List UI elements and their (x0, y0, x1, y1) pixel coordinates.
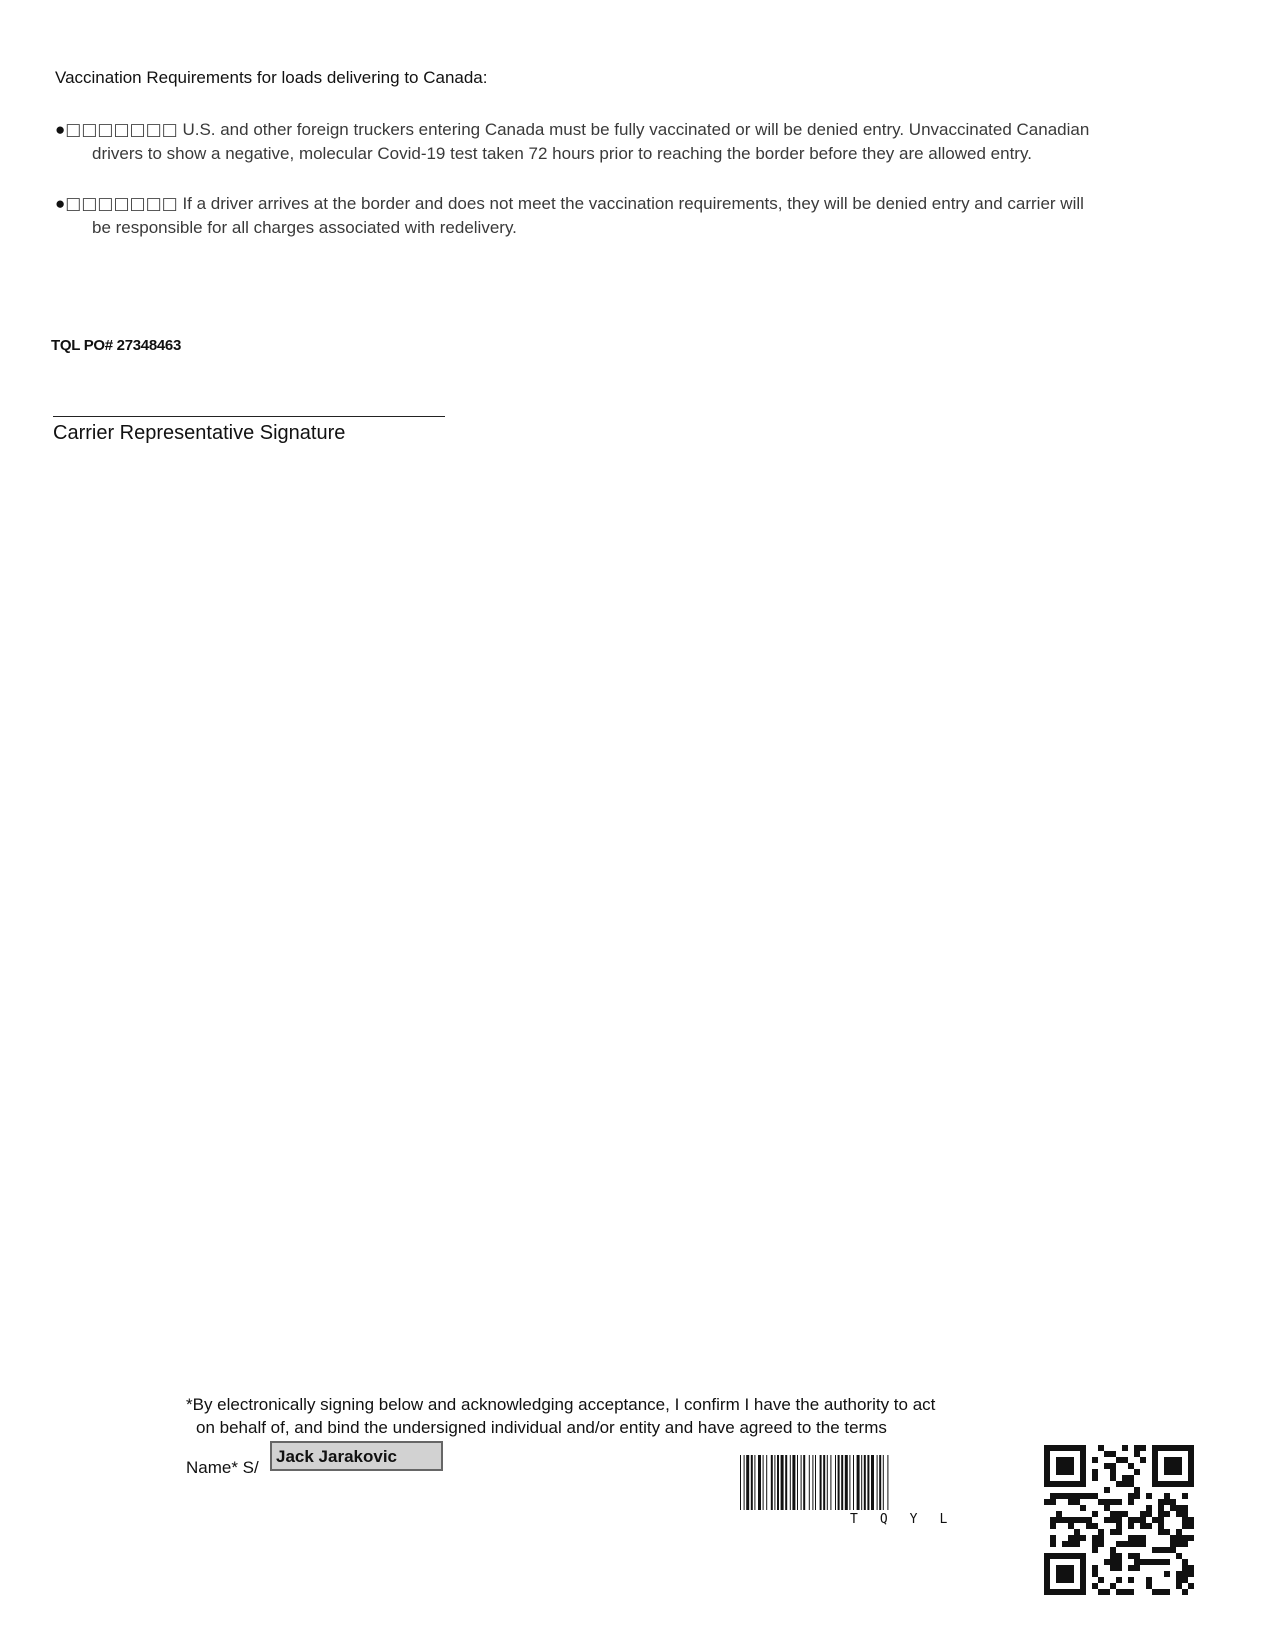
barcode-bar (879, 1455, 881, 1510)
barcode-bar (861, 1455, 862, 1510)
qr-module (1128, 1517, 1134, 1523)
qr-module (1116, 1565, 1122, 1571)
qr-module (1098, 1577, 1104, 1583)
qr-module (1110, 1511, 1116, 1517)
bullet-marker: ● (55, 120, 66, 139)
barcode-bar (771, 1455, 773, 1510)
qr-module (1116, 1481, 1122, 1487)
qr-module (1098, 1445, 1104, 1451)
qr-module (1182, 1511, 1188, 1517)
qr-module (1068, 1535, 1074, 1541)
qr-module (1104, 1505, 1110, 1511)
qr-module (1158, 1529, 1164, 1535)
qr-module (1182, 1517, 1188, 1523)
qr-module (1134, 1469, 1140, 1475)
qr-module (1086, 1493, 1092, 1499)
barcode-bar (864, 1455, 866, 1510)
qr-module (1128, 1565, 1134, 1571)
bullet-marker: ● (55, 194, 66, 213)
qr-module (1050, 1499, 1056, 1505)
qr-module (1074, 1535, 1080, 1541)
barcode-bar (867, 1455, 869, 1510)
qr-module (1134, 1541, 1140, 1547)
qr-module (1182, 1523, 1188, 1529)
qr-module (1092, 1493, 1098, 1499)
qr-module (1134, 1493, 1140, 1499)
qr-module (1092, 1469, 1098, 1475)
qr-module (1116, 1553, 1122, 1559)
qr-module (1116, 1529, 1122, 1535)
section-heading: Vaccination Requirements for loads delivering to Canada: (55, 68, 488, 87)
qr-module (1182, 1565, 1188, 1571)
qr-module (1104, 1463, 1110, 1469)
barcode-bar (790, 1455, 791, 1510)
qr-module (1110, 1517, 1116, 1523)
qr-module (1092, 1565, 1098, 1571)
bullet-text-line2: drivers to show a negative, molecular Covid-19 test taken 72 hours prior to reaching the border before they are allowed entry. (92, 144, 1032, 163)
qr-module (1056, 1565, 1074, 1583)
bullet-text-line2: be responsible for all charges associated with redelivery. (92, 218, 517, 237)
qr-module (1182, 1577, 1188, 1583)
disclaimer-line1: *By electronically signing below and acknowledging acceptance, I confirm I have the authority to act (186, 1395, 936, 1414)
qr-module (1134, 1565, 1140, 1571)
barcode-bar (849, 1455, 850, 1510)
qr-module (1140, 1541, 1146, 1547)
qr-module (1176, 1541, 1182, 1547)
barcode-bar (785, 1455, 787, 1510)
qr-module (1056, 1493, 1062, 1499)
qr-module (1122, 1511, 1128, 1517)
qr-module (1146, 1493, 1152, 1499)
qr-module (1182, 1535, 1188, 1541)
qr-module (1176, 1571, 1182, 1577)
barcode-bar (744, 1455, 745, 1510)
qr-module (1140, 1445, 1146, 1451)
qr-module (1146, 1577, 1152, 1583)
qr-module (1176, 1583, 1182, 1589)
qr-module (1158, 1499, 1164, 1505)
qr-module (1134, 1553, 1140, 1559)
barcode-bar (781, 1455, 784, 1510)
qr-module (1092, 1457, 1098, 1463)
qr-module (1122, 1475, 1128, 1481)
barcode-bar (812, 1455, 813, 1510)
qr-module (1164, 1589, 1170, 1595)
qr-module (1050, 1493, 1056, 1499)
qr-module (1152, 1517, 1158, 1523)
qr-module (1110, 1475, 1116, 1481)
qr-module (1188, 1571, 1194, 1577)
qr-module (1134, 1535, 1140, 1541)
qr-code-icon (1044, 1445, 1194, 1595)
qr-module (1080, 1493, 1086, 1499)
qr-module (1176, 1577, 1182, 1583)
qr-module (1092, 1475, 1098, 1481)
qr-module (1170, 1535, 1176, 1541)
qr-module (1098, 1499, 1104, 1505)
qr-module (1140, 1559, 1146, 1565)
qr-module (1116, 1559, 1122, 1565)
qr-module (1116, 1499, 1122, 1505)
qr-module (1140, 1511, 1146, 1517)
qr-module (1140, 1457, 1146, 1463)
qr-module (1182, 1493, 1188, 1499)
qr-module (1164, 1529, 1170, 1535)
qr-module (1140, 1523, 1146, 1529)
qr-module (1110, 1463, 1116, 1469)
qr-module (1116, 1457, 1122, 1463)
qr-module (1134, 1487, 1140, 1493)
qr-module (1110, 1583, 1116, 1589)
qr-module (1056, 1517, 1062, 1523)
qr-module (1104, 1517, 1110, 1523)
qr-module (1110, 1529, 1116, 1535)
barcode-bar (763, 1455, 764, 1510)
qr-module (1092, 1523, 1098, 1529)
barcode-bar (803, 1455, 805, 1510)
qr-module (1056, 1457, 1074, 1475)
qr-module (1068, 1541, 1074, 1547)
qr-module (1152, 1589, 1158, 1595)
qr-module (1122, 1445, 1128, 1451)
barcode-bar (809, 1455, 810, 1510)
barcode-bar (827, 1455, 828, 1510)
qr-module (1170, 1547, 1176, 1553)
barcode-bar (797, 1455, 798, 1510)
barcode-bar (835, 1455, 836, 1510)
qr-module (1128, 1463, 1134, 1469)
barcode-bar (801, 1455, 802, 1510)
qr-module (1092, 1541, 1098, 1547)
qr-module (1116, 1541, 1122, 1547)
barcode-bar (746, 1455, 749, 1510)
qr-module (1128, 1589, 1134, 1595)
qr-module (1074, 1493, 1080, 1499)
qr-module (1080, 1535, 1086, 1541)
qr-module (1080, 1505, 1086, 1511)
qr-module (1116, 1517, 1122, 1523)
barcode-bar (758, 1455, 761, 1510)
qr-module (1086, 1517, 1092, 1523)
qr-module (1128, 1541, 1134, 1547)
qr-module (1176, 1511, 1182, 1517)
qr-module (1098, 1589, 1104, 1595)
qr-module (1080, 1517, 1086, 1523)
barcode-bar (777, 1455, 779, 1510)
barcode-bar (792, 1455, 795, 1510)
qr-module (1134, 1445, 1140, 1451)
qr-module (1188, 1517, 1194, 1523)
barcode-bar (774, 1455, 775, 1510)
qr-module (1128, 1523, 1134, 1529)
qr-module (1158, 1559, 1164, 1565)
qr-module (1170, 1505, 1176, 1511)
qr-module (1176, 1529, 1182, 1535)
qr-module (1170, 1541, 1176, 1547)
qr-module (1128, 1481, 1134, 1487)
qr-module (1146, 1559, 1152, 1565)
barcode-bar (820, 1455, 822, 1510)
qr-module (1050, 1541, 1056, 1547)
qr-module (1152, 1547, 1158, 1553)
qr-module (1110, 1553, 1116, 1559)
qr-module (1056, 1511, 1062, 1517)
qr-module (1086, 1523, 1092, 1529)
qr-module (1128, 1493, 1134, 1499)
qr-module (1104, 1499, 1110, 1505)
qr-module (1146, 1583, 1152, 1589)
qr-module (1110, 1565, 1116, 1571)
qr-module (1188, 1535, 1194, 1541)
qr-module (1164, 1547, 1170, 1553)
qr-module (1116, 1523, 1122, 1529)
qr-module (1110, 1499, 1116, 1505)
qr-module (1158, 1517, 1164, 1523)
qr-module (1140, 1517, 1146, 1523)
po-number: TQL PO# 27348463 (51, 337, 182, 354)
qr-module (1128, 1553, 1134, 1559)
barcode-icon (740, 1455, 1020, 1513)
qr-module (1134, 1559, 1140, 1565)
barcode-caption: TQYL (850, 1512, 970, 1527)
qr-module (1176, 1535, 1182, 1541)
qr-module (1158, 1523, 1164, 1529)
qr-module (1092, 1535, 1098, 1541)
qr-module (1068, 1493, 1074, 1499)
qr-module (1170, 1499, 1176, 1505)
qr-module (1104, 1559, 1110, 1565)
qr-module (1158, 1547, 1164, 1553)
barcode-bar (883, 1455, 884, 1510)
qr-module (1146, 1505, 1152, 1511)
placeholder-glyphs: □□□□□□□ (65, 120, 178, 140)
bullet-text-line1: U.S. and other foreign truckers entering Canada must be fully vaccinated or will be denied entry. Unvaccinated Canadian (177, 120, 1090, 139)
qr-module (1110, 1547, 1116, 1553)
qr-module (1068, 1523, 1074, 1529)
qr-module (1116, 1511, 1122, 1517)
qr-module (1146, 1523, 1152, 1529)
qr-module (1044, 1499, 1050, 1505)
barcode-bar (751, 1455, 753, 1510)
qr-module (1128, 1577, 1134, 1583)
qr-module (1074, 1529, 1080, 1535)
bullet-item (55, 192, 1185, 239)
qr-module (1062, 1541, 1068, 1547)
qr-module (1188, 1583, 1194, 1589)
qr-module (1116, 1589, 1122, 1595)
e-sign-disclaimer (186, 1393, 935, 1439)
qr-module (1062, 1493, 1068, 1499)
qr-module (1074, 1499, 1080, 1505)
qr-module (1182, 1505, 1188, 1511)
barcode-bar (823, 1455, 825, 1510)
qr-module (1098, 1535, 1104, 1541)
qr-module (1104, 1487, 1110, 1493)
barcode-bar (845, 1455, 848, 1510)
name-label: Name* S/ (186, 1458, 259, 1477)
qr-module (1122, 1589, 1128, 1595)
qr-module (1164, 1571, 1170, 1577)
qr-module (1182, 1541, 1188, 1547)
qr-module (1158, 1511, 1164, 1517)
qr-module (1098, 1529, 1104, 1535)
barcode-bar (830, 1455, 831, 1510)
qr-module (1158, 1589, 1164, 1595)
qr-module (1134, 1451, 1140, 1457)
bullet-text-line1: If a driver arrives at the border and does not meet the vaccination requirements, they will be denied entry and carrier will (177, 194, 1084, 213)
qr-module (1110, 1469, 1116, 1475)
qr-module (1146, 1511, 1152, 1517)
qr-module (1092, 1583, 1098, 1589)
qr-module (1050, 1517, 1056, 1523)
qr-module (1182, 1589, 1188, 1595)
qr-module (1062, 1517, 1068, 1523)
qr-module (1188, 1565, 1194, 1571)
qr-module (1092, 1571, 1098, 1577)
qr-module (1122, 1481, 1128, 1487)
qr-module (1074, 1541, 1080, 1547)
qr-module (1074, 1517, 1080, 1523)
qr-module (1104, 1589, 1110, 1595)
qr-module (1122, 1457, 1128, 1463)
barcode-bar (754, 1455, 755, 1510)
signature-line[interactable] (53, 416, 445, 417)
qr-module (1116, 1577, 1122, 1583)
bullet-item (55, 118, 1185, 165)
barcode-bar (766, 1455, 767, 1510)
barcode-bar (841, 1455, 843, 1510)
barcode-bar (740, 1455, 741, 1510)
qr-module (1098, 1541, 1104, 1547)
barcode-bar (853, 1455, 854, 1510)
signature-label: Carrier Representative Signature (53, 422, 346, 444)
qr-module (1158, 1505, 1164, 1511)
qr-module (1050, 1523, 1056, 1529)
qr-module (1182, 1559, 1188, 1565)
qr-module (1128, 1535, 1134, 1541)
disclaimer-line2: on behalf of, and bind the undersigned individual and/or entity and have agreed to the terms (196, 1418, 887, 1437)
qr-module (1092, 1511, 1098, 1517)
qr-module (1092, 1547, 1098, 1553)
qr-module (1104, 1451, 1110, 1457)
qr-module (1110, 1559, 1116, 1565)
qr-module (1128, 1475, 1134, 1481)
qr-module (1140, 1535, 1146, 1541)
qr-module (1164, 1457, 1182, 1475)
qr-module (1164, 1511, 1170, 1517)
qr-module (1164, 1493, 1170, 1499)
qr-module (1152, 1559, 1158, 1565)
barcode-bar (838, 1455, 840, 1510)
qr-module (1164, 1499, 1170, 1505)
qr-module (1110, 1451, 1116, 1457)
placeholder-glyphs: □□□□□□□ (65, 194, 178, 214)
barcode-bar (815, 1455, 816, 1510)
barcode-bar (857, 1455, 860, 1510)
barcode-bar (871, 1455, 874, 1510)
qr-module (1068, 1499, 1074, 1505)
qr-module (1068, 1517, 1074, 1523)
qr-module (1164, 1559, 1170, 1565)
qr-module (1134, 1517, 1140, 1523)
qr-module (1176, 1505, 1182, 1511)
barcode-bar (877, 1455, 878, 1510)
barcode-bar (887, 1455, 888, 1510)
qr-module (1182, 1571, 1188, 1577)
qr-module (1128, 1499, 1134, 1505)
qr-module (1050, 1535, 1056, 1541)
qr-module (1188, 1523, 1194, 1529)
qr-module (1122, 1541, 1128, 1547)
qr-module (1176, 1553, 1182, 1559)
name-field[interactable]: Jack Jarakovic (270, 1441, 443, 1471)
